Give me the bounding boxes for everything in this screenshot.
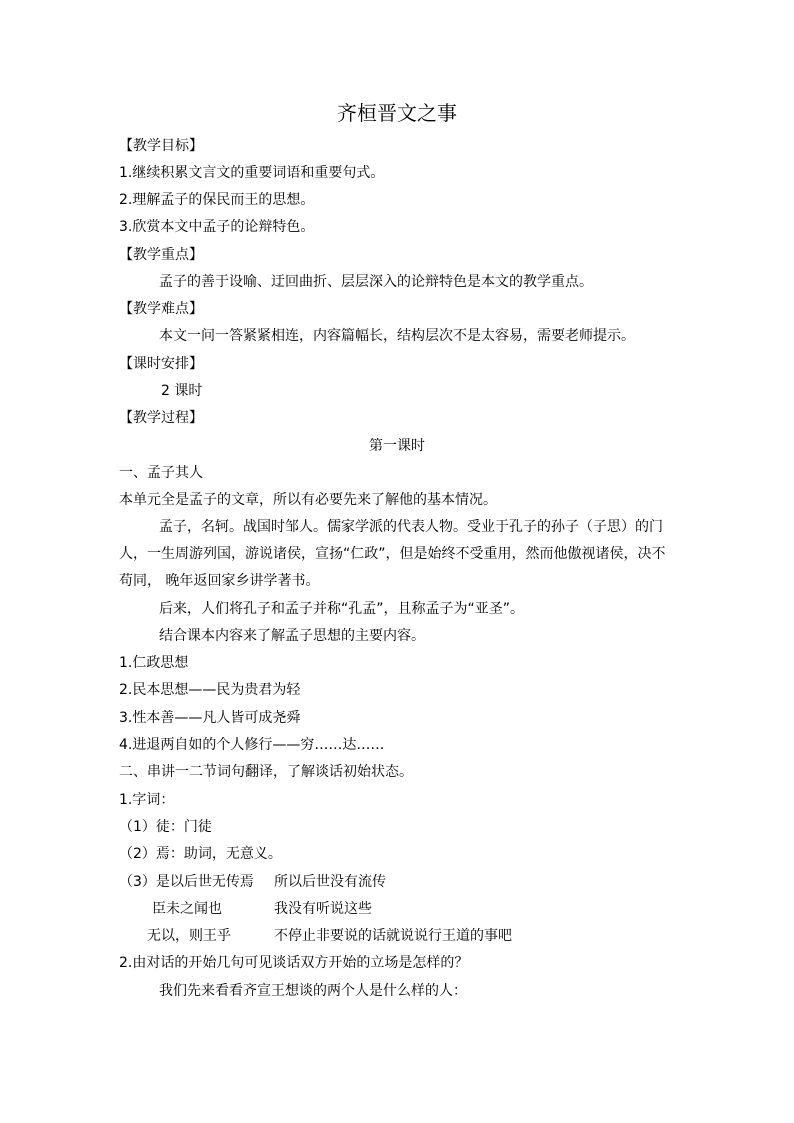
goal-item: 1.继续积累文言文的重要词语和重要句式。: [119, 165, 385, 181]
schedule-heading: 【课时安排】: [119, 356, 203, 372]
combine-line: 结合课本内容来了解孟子思想的主要内容。: [159, 628, 425, 644]
question-heading: 2.由对话的开始几句可见谈话双方开始的立场是怎样的？: [119, 955, 469, 971]
bio-line: 苟同， 晚年返回家乡讲学著书。: [119, 573, 320, 589]
goal-item: 3.欣赏本文中孟子的论辩特色。: [119, 219, 315, 235]
lesson-title: 第一课时: [369, 438, 425, 454]
difficult-text: 本文一问一答紧紧相连，内容篇幅长，结构层次不是太容易，需要老师提示。: [159, 328, 635, 344]
thought-item: 3.性本善——凡人皆可成尧舜: [119, 710, 301, 726]
later-line: 后来，人们将孔子和孟子并称“孔孟”，且称孟子为“亚圣”。: [159, 601, 525, 617]
goals-heading: 【教学目标】: [119, 138, 203, 154]
word-item-translation: 我没有听说这些: [274, 901, 372, 917]
bio-line: 孟子，名轲。战国时邹人。儒家学派的代表人物。受业于孔子的孙子（子思）的门: [159, 519, 663, 535]
thought-item: 2.民本思想——民为贵君为轻: [119, 682, 301, 698]
word-item-source: 臣未之闻也: [152, 901, 222, 917]
goal-item: 2.理解孟子的保民而王的思想。: [119, 192, 315, 208]
word-item-translation: 不停止非要说的话就说说行王道的事吧: [274, 928, 512, 944]
difficult-heading: 【教学难点】: [119, 301, 203, 317]
thought-item: 1.仁政思想: [119, 655, 189, 671]
bio-line: 人，一生周游列国，游说诸侯，宣扬“仁政”，但是始终不受重用，然而他傲视诸侯，决不: [119, 546, 666, 562]
schedule-text: 2 课时: [161, 383, 203, 399]
thought-item: 4.进退两自如的个人修行——穷……达……: [119, 737, 385, 753]
process-heading: 【教学过程】: [119, 410, 203, 426]
question-text: 我们先来看看齐宣王想谈的两个人是什么样的人：: [159, 983, 467, 999]
word-item-translation: 所以后世没有流传: [274, 874, 386, 890]
word-item-source: 无以，则王乎: [147, 928, 231, 944]
part1-intro: 本单元全是孟子的文章，所以有必要先来了解他的基本情况。: [119, 492, 497, 508]
words-heading: 1.字词：: [119, 792, 175, 808]
document-title: 齐桓晋文之事: [337, 101, 457, 125]
word-item: （2）焉：助词，无意义。: [119, 846, 282, 862]
part1-heading: 一、孟子其人: [119, 465, 203, 481]
word-item-source: （3）是以后世无传焉: [119, 874, 254, 890]
word-item: （1）徒：门徒: [119, 819, 212, 835]
key-heading: 【教学重点】: [119, 247, 203, 263]
part2-heading: 二、串讲一二节词句翻译，了解谈话初始状态。: [119, 764, 413, 780]
key-text: 孟子的善于设喻、迂回曲折、层层深入的论辩特色是本文的教学重点。: [159, 274, 593, 290]
